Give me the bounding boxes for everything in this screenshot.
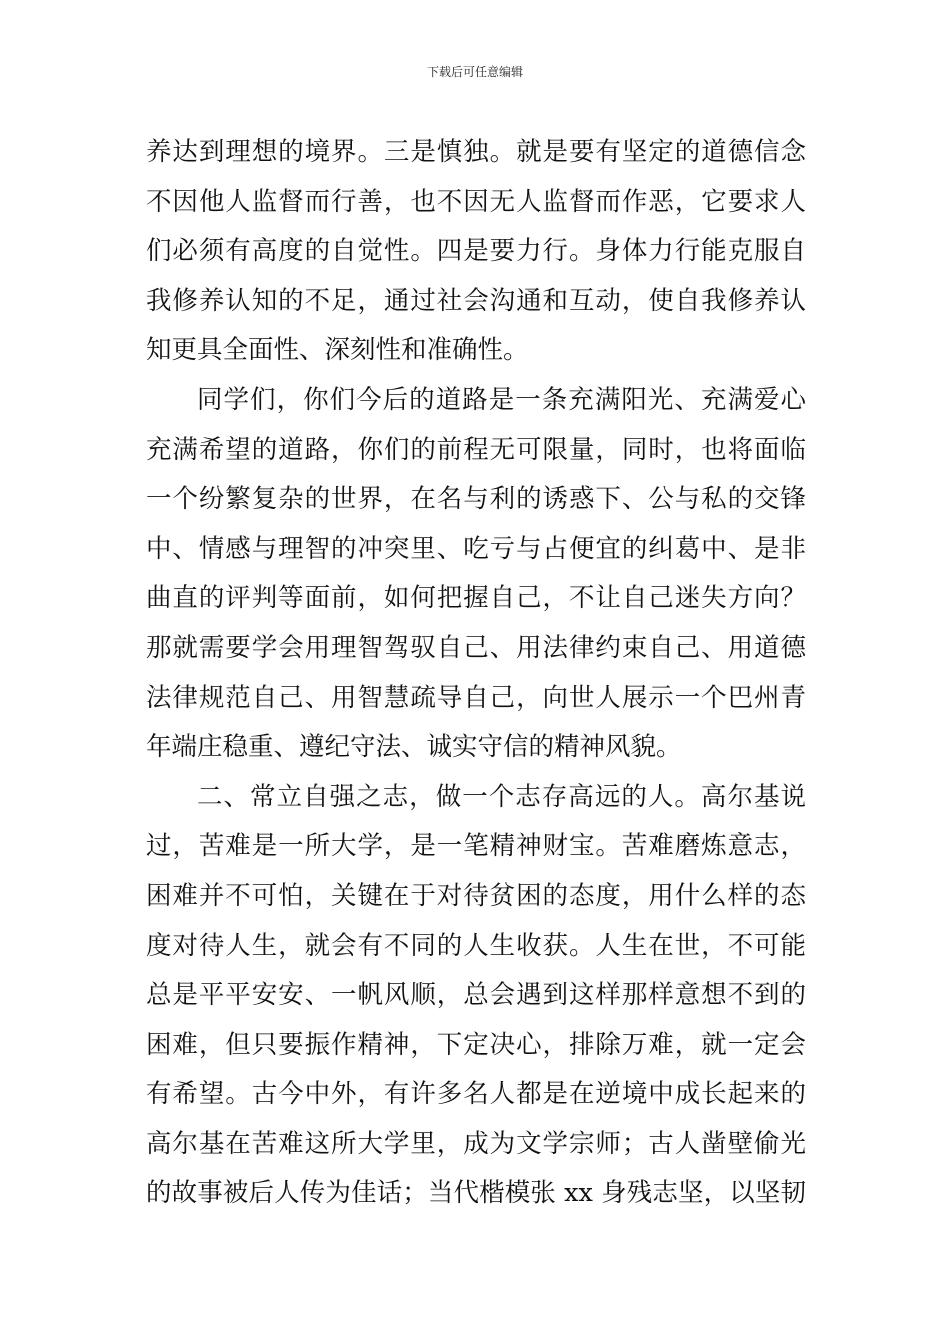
text-line: 困难并不可怕，关键在于对待贫困的态度，用什么样的态 xyxy=(146,880,806,911)
text-line: 知更具全面性、深刻性和准确性。 xyxy=(146,335,529,366)
text-line: 二、常立自强之志，做一个志存高远的人。高尔基说 xyxy=(197,781,806,812)
paragraph-2 xyxy=(146,376,806,773)
text-line: 同学们，你们今后的道路是一条充满阳光、充满爱心 xyxy=(197,384,806,415)
text-line: 养达到理想的境界。三是慎独。就是要有坚定的道德信念 xyxy=(146,137,806,167)
text-line: 曲直的评判等面前，如何把握自己，不让自己迷失方向？ xyxy=(146,583,806,614)
text-line: 过，苦难是一所大学，是一笔精神财宝。苦难磨炼意志， xyxy=(146,831,806,862)
document-body xyxy=(146,128,806,1219)
paragraph-3 xyxy=(146,773,806,1219)
text-line: 度对待人生，就会有不同的人生收获。人生在世，不可能 xyxy=(146,930,806,961)
text-line: 中、情感与理智的冲突里、吃亏与占便宜的纠葛中、是非 xyxy=(146,533,806,564)
text-line: 们必须有高度的自觉性。四是要力行。身体力行能克服自 xyxy=(146,236,806,267)
text-line: 我修养认知的不足，通过社会沟通和互动，使自我修养认 xyxy=(146,285,806,316)
text-line: 充满希望的道路，你们的前程无可限量，同时，也将面临 xyxy=(146,434,806,465)
text-line: 那就需要学会用理智驾驭自己、用法律约束自己、用道德 xyxy=(146,632,806,663)
text-line: 年端庄稳重、遵纪守法、诚实守信的精神风貌。 xyxy=(146,732,682,763)
text-line: 困难，但只要振作精神，下定决心，排除万难，就一定会 xyxy=(146,1029,806,1060)
text-line: 有希望。古今中外，有许多名人都是在逆境中成长起来的 xyxy=(146,1079,806,1110)
text-line: 高尔基在苦难这所大学里，成为文学宗师；古人凿壁偷光 xyxy=(146,1128,806,1159)
text-line: 一个纷繁复杂的世界，在名与利的诱惑下、公与私的交锋 xyxy=(146,484,806,515)
text-line: 总是平平安安、一帆风顺，总会遇到这样那样意想不到的 xyxy=(146,980,806,1011)
page-header: 下载后可任意编辑 xyxy=(426,65,523,79)
paragraph-1 xyxy=(146,128,806,376)
text-line: 法律规范自己、用智慧疏导自己，向世人展示一个巴州青 xyxy=(146,682,806,713)
text-line: 不因他人监督而行善，也不因无人监督而作恶，它要求人 xyxy=(146,186,806,217)
text-line: 的故事被后人传为佳话；当代楷模张 xx 身残志坚，以坚韧 xyxy=(146,1178,806,1209)
